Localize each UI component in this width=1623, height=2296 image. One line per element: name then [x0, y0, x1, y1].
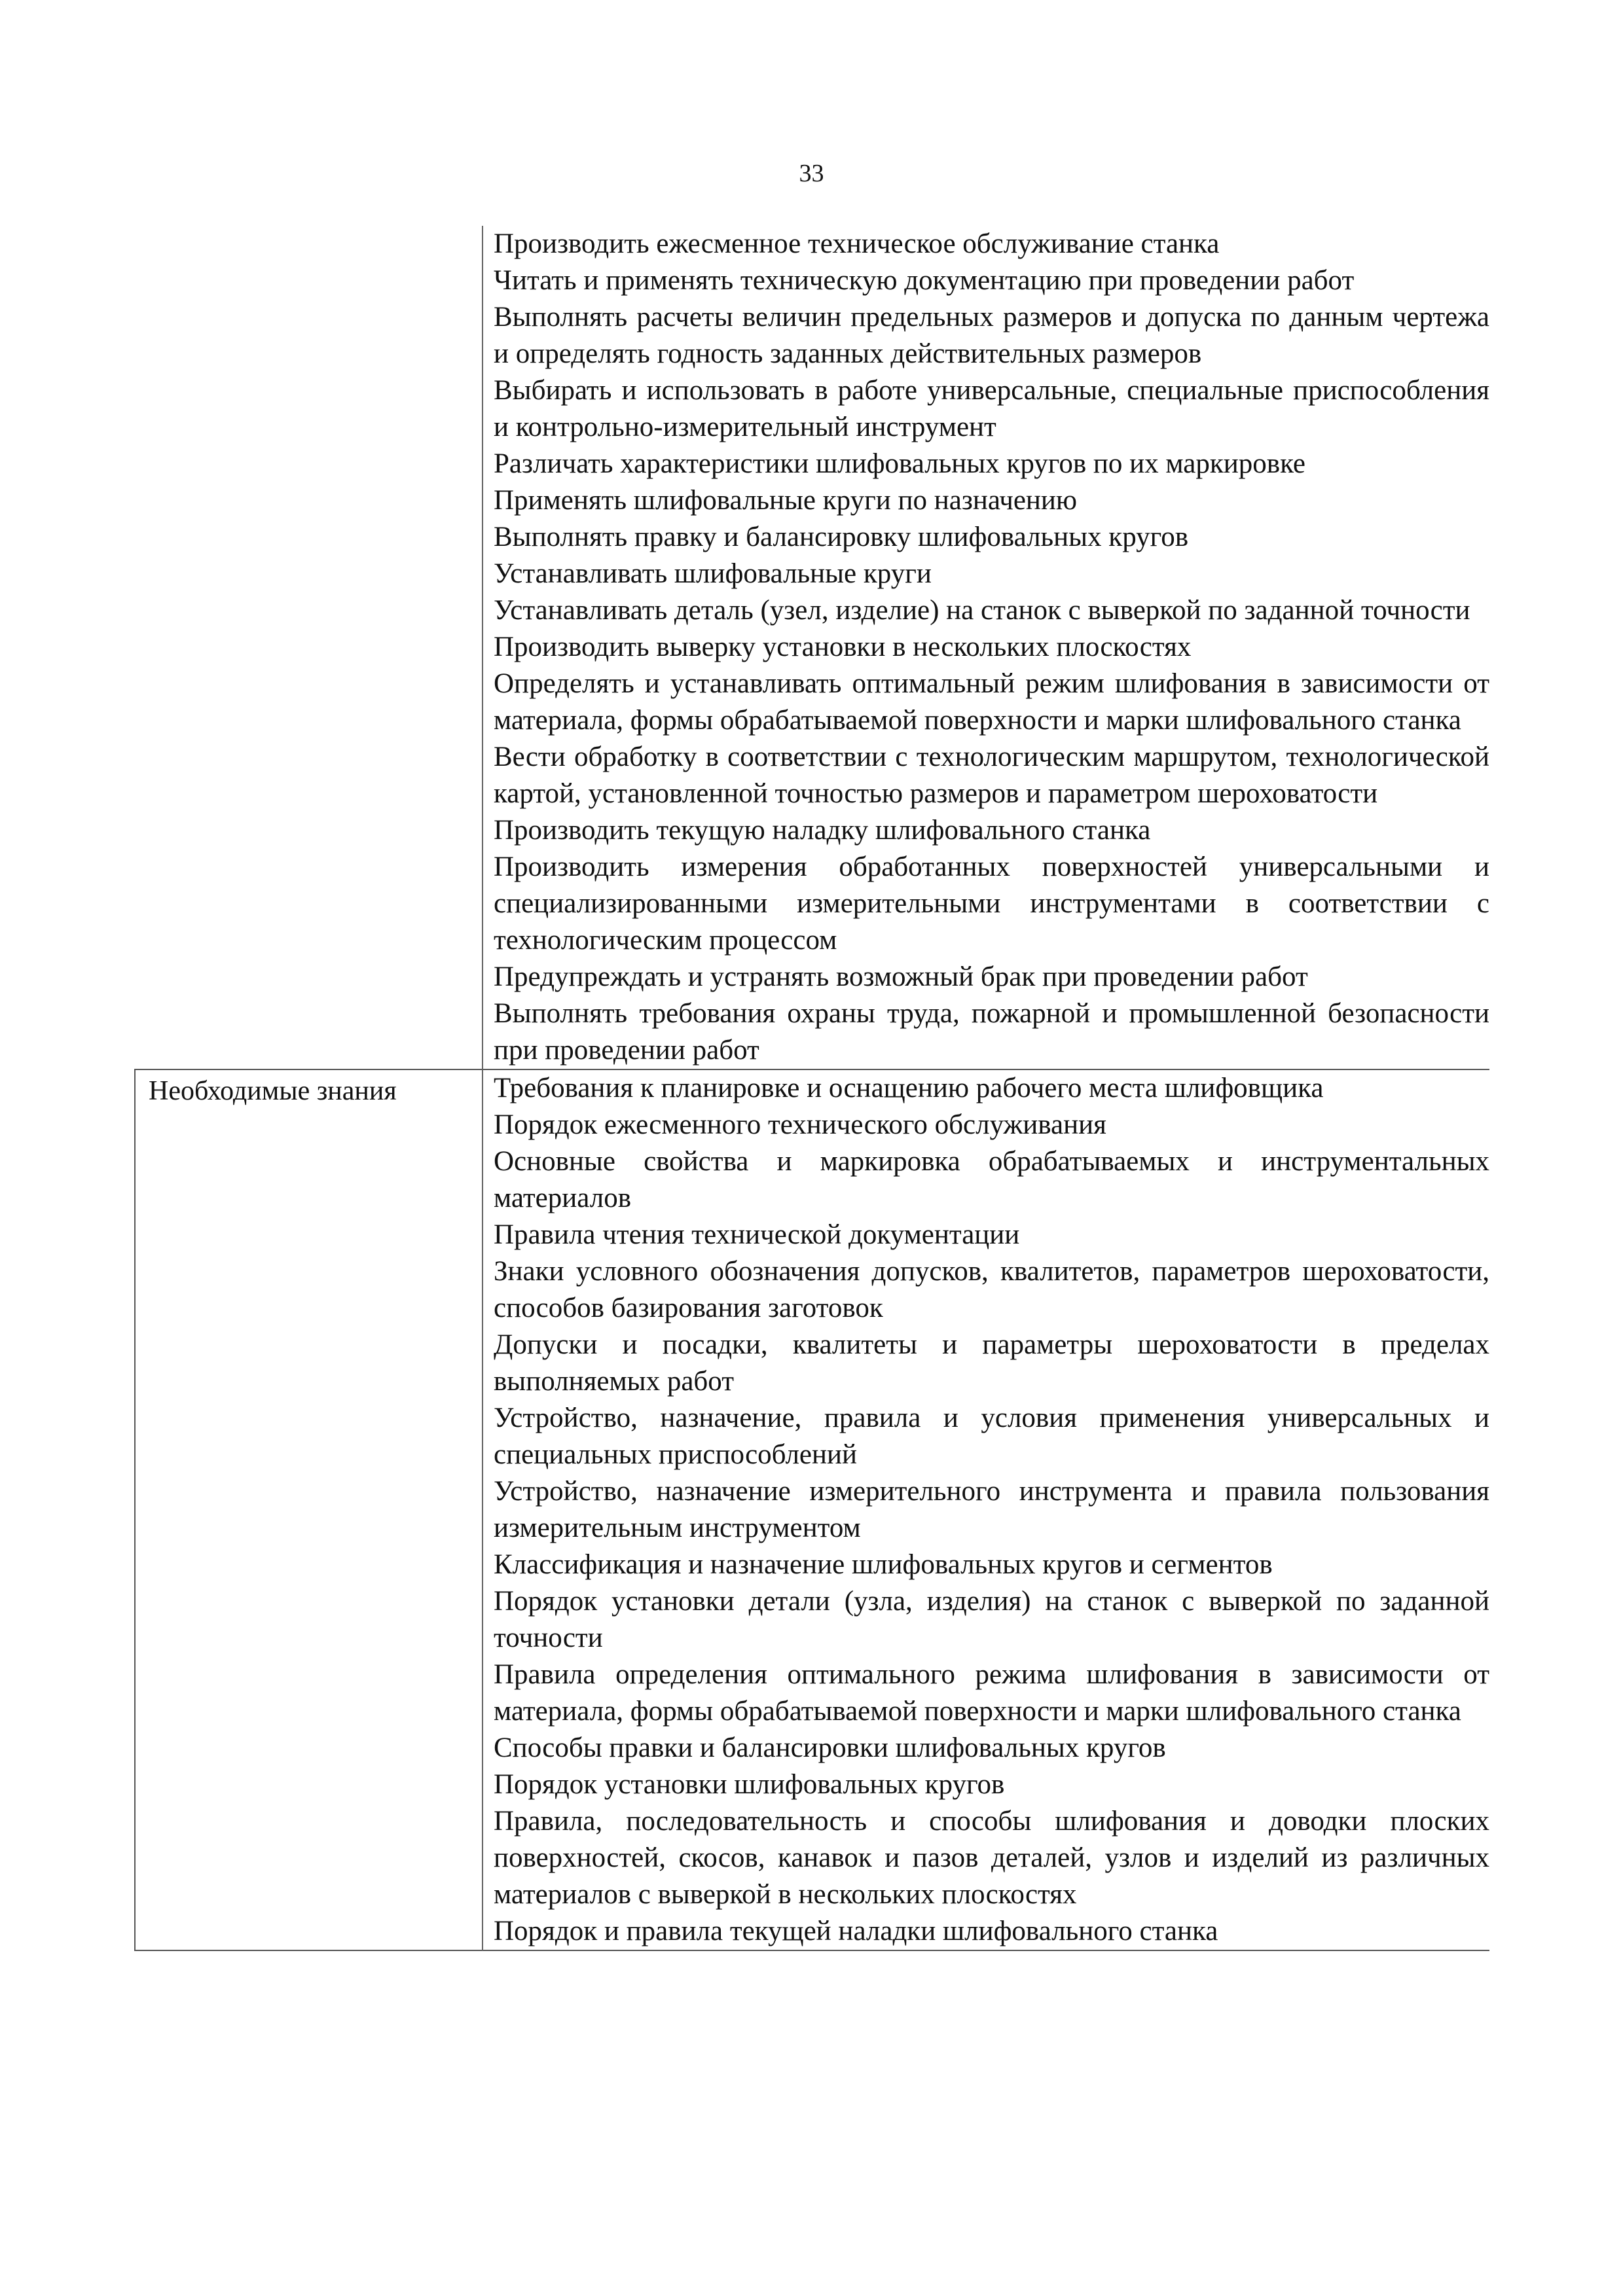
skill-item: Производить текущую наладку шлифовального станка	[494, 815, 1151, 846]
knowledge-item: Правила чтения технической документации	[494, 1219, 1020, 1250]
knowledge-item: Устройство, назначение измерительного инструмента и правила пользования измерительным инструментом	[494, 1476, 1489, 1543]
skill-item: Выполнять расчеты величин предельных размеров и допуска по данным чертежа и определять годность заданных действительных размеров	[494, 302, 1489, 369]
skills-label	[134, 226, 482, 1069]
knowledge-item: Порядок установки шлифовальных кругов	[494, 1769, 1005, 1800]
knowledge-item: Порядок ежесменного технического обслуживания	[494, 1109, 1106, 1140]
skills-list	[482, 226, 1489, 1069]
knowledge-item: Знаки условного обозначения допусков, квалитетов, параметров шероховатости, способов базирования заготовок	[494, 1256, 1489, 1323]
skill-item: Выбирать и использовать в работе универсальные, специальные приспособления и контрольно-измерительный инструмент	[494, 375, 1489, 442]
skill-item: Читать и применять техническую документацию при проведении работ	[494, 265, 1355, 296]
skill-item: Определять и устанавливать оптимальный режим шлифования в зависимости от материала, формы обрабатываемой поверхности и марки шлифовального станка	[494, 668, 1489, 736]
knowledge-item: Требования к планировке и оснащению рабочего места шлифовщика	[494, 1073, 1324, 1103]
skill-item: Применять шлифовальные круги по назначению	[494, 485, 1078, 516]
knowledge-item: Правила определения оптимального режима шлифования в зависимости от материала, формы обрабатываемой поверхности и марки шлифовального станка	[494, 1659, 1489, 1727]
knowledge-item: Порядок и правила текущей наладки шлифовального станка	[494, 1916, 1218, 1946]
knowledge-label: Необходимые знания	[134, 1069, 482, 1951]
knowledge-item: Порядок установки детали (узла, изделия) на станок с выверкой по заданной точности	[494, 1586, 1489, 1653]
knowledge-item: Устройство, назначение, правила и условия применения универсальных и специальных приспособлений	[494, 1403, 1489, 1470]
knowledge-item: Правила, последовательность и способы шлифования и доводки плоских поверхностей, скосов, канавок и пазов деталей, узлов и изделий из различных материалов с выверкой в нескольких плоскостях	[494, 1806, 1489, 1910]
knowledge-section	[134, 1069, 1489, 1951]
skill-item: Вести обработку в соответствии с технологическим маршрутом, технологической картой, установленной точностью размеров и параметром шероховатости	[494, 742, 1489, 809]
skill-item: Выполнять требования охраны труда, пожарной и промышленной безопасности при проведении работ	[494, 998, 1489, 1066]
skills-section	[134, 226, 1489, 1069]
skill-item: Производить ежесменное техническое обслуживание станка	[494, 228, 1220, 259]
knowledge-item: Классификация и назначение шлифовальных кругов и сегментов	[494, 1549, 1273, 1580]
skill-item: Устанавливать деталь (узел, изделие) на станок с выверкой по заданной точности	[494, 595, 1470, 626]
skill-item: Различать характеристики шлифовальных кругов по их маркировке	[494, 448, 1306, 479]
skill-item: Производить измерения обработанных поверхностей универсальными и специализированными измерительными инструментами в соответствии с технологическим процессом	[494, 852, 1489, 956]
skill-item: Производить выверку установки в нескольких плоскостях	[494, 632, 1192, 662]
knowledge-item: Основные свойства и маркировка обрабатываемых и инструментальных материалов	[494, 1146, 1489, 1213]
knowledge-item: Способы правки и балансировки шлифовальных кругов	[494, 1732, 1166, 1763]
skill-item: Устанавливать шлифовальные круги	[494, 558, 932, 589]
skill-item: Предупреждать и устранять возможный брак при проведении работ	[494, 961, 1308, 992]
knowledge-list	[482, 1069, 1489, 1951]
competency-table	[134, 226, 1489, 1951]
skill-item: Выполнять правку и балансировку шлифовальных кругов	[494, 522, 1188, 552]
page-number: 33	[799, 160, 824, 187]
knowledge-item: Допуски и посадки, квалитеты и параметры шероховатости в пределах выполняемых работ	[494, 1329, 1489, 1397]
